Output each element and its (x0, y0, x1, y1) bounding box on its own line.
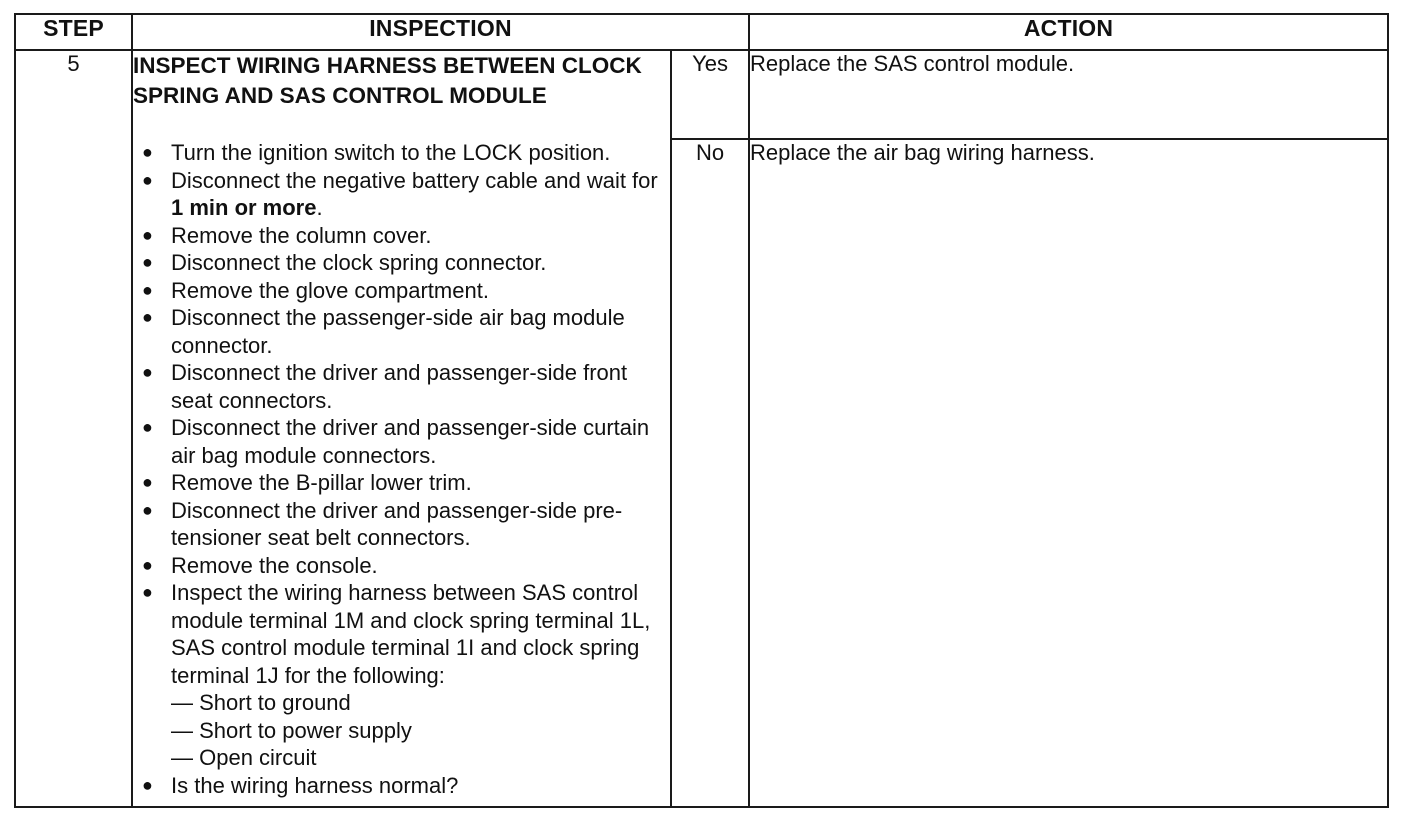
inspection-steps (133, 139, 670, 799)
bullet-icon: ● (142, 417, 153, 437)
no-label: No (671, 139, 749, 807)
bullet-icon: ● (142, 142, 153, 162)
step-number: 5 (15, 50, 132, 807)
step-text: Disconnect the driver and passenger-side front seat connectors. (171, 360, 628, 413)
step-text: Remove the B-pillar lower trim. (171, 470, 472, 495)
bullet-icon: ● (142, 307, 153, 327)
inspection-title-cell (132, 50, 671, 139)
step-text: Disconnect the clock spring connector. (171, 250, 547, 275)
step-item (133, 414, 670, 469)
step-item (133, 249, 670, 277)
yes-action: Replace the SAS control module. (749, 50, 1388, 139)
check-item: — Short to ground (171, 690, 351, 715)
action-header: ACTION (749, 14, 1388, 50)
step-item (133, 222, 670, 250)
step-item (133, 139, 670, 167)
step-text: Turn the ignition switch to the LOCK position. (171, 140, 611, 165)
yes-label: Yes (671, 50, 749, 139)
step-text: Disconnect the driver and passenger-side pre-tensioner seat belt connectors. (171, 497, 623, 550)
check-item: — Short to power supply (171, 717, 412, 743)
yes-row (15, 50, 1388, 139)
step-text: Inspect the wiring harness between SAS control module terminal 1M and clock spring terminal 1L, SAS control module terminal 1I and clock spring terminal 1J for the following: (171, 580, 651, 688)
diagnostic-table-sheet (14, 13, 1387, 808)
step-header: STEP (15, 14, 132, 50)
bullet-icon: ● (142, 224, 153, 245)
diagnostic-table (14, 13, 1389, 808)
step-text: Disconnect the driver and passenger-side curtain air bag module connectors. (171, 415, 650, 468)
step-item (133, 552, 670, 580)
bullet-icon: ● (142, 362, 153, 382)
header-row (15, 14, 1388, 50)
step-item (133, 304, 670, 359)
inspection-header: INSPECTION (132, 14, 749, 50)
bullet-icon: ● (142, 582, 153, 602)
step-item (133, 497, 670, 552)
step-item (133, 579, 670, 772)
check-list (171, 689, 670, 772)
step-item (133, 469, 670, 497)
step-text: Is the wiring harness normal? (171, 772, 459, 798)
check-item: — Open circuit (171, 745, 317, 770)
wait-duration: 1 min or more (171, 195, 317, 220)
step-text: Remove the console. (171, 552, 378, 578)
step-text: Remove the column cover. (171, 222, 432, 248)
bullet-icon: ● (142, 279, 153, 300)
bullet-icon: ● (142, 499, 153, 520)
step-item (133, 772, 670, 800)
no-row (15, 139, 1388, 807)
no-action: Replace the air bag wiring harness. (749, 139, 1388, 807)
inspection-steps-cell (132, 139, 671, 807)
step-text: Disconnect the negative battery cable and wait for (171, 167, 658, 193)
step-text: Disconnect the passenger-side air bag module connector. (171, 305, 625, 358)
step-item (133, 167, 670, 222)
bullet-icon: ● (142, 554, 153, 575)
bullet-icon: ● (142, 252, 153, 272)
wait-suffix: . (316, 195, 323, 220)
bullet-icon: ● (142, 472, 153, 492)
bullet-icon: ● (142, 169, 153, 190)
step-item (133, 277, 670, 305)
step-text: Remove the glove compartment. (171, 277, 489, 303)
bullet-icon: ● (142, 774, 153, 795)
step-item (133, 359, 670, 414)
inspection-title: INSPECT WIRING HARNESS BETWEEN CLOCK SPRING AND SAS CONTROL MODULE (133, 53, 642, 108)
